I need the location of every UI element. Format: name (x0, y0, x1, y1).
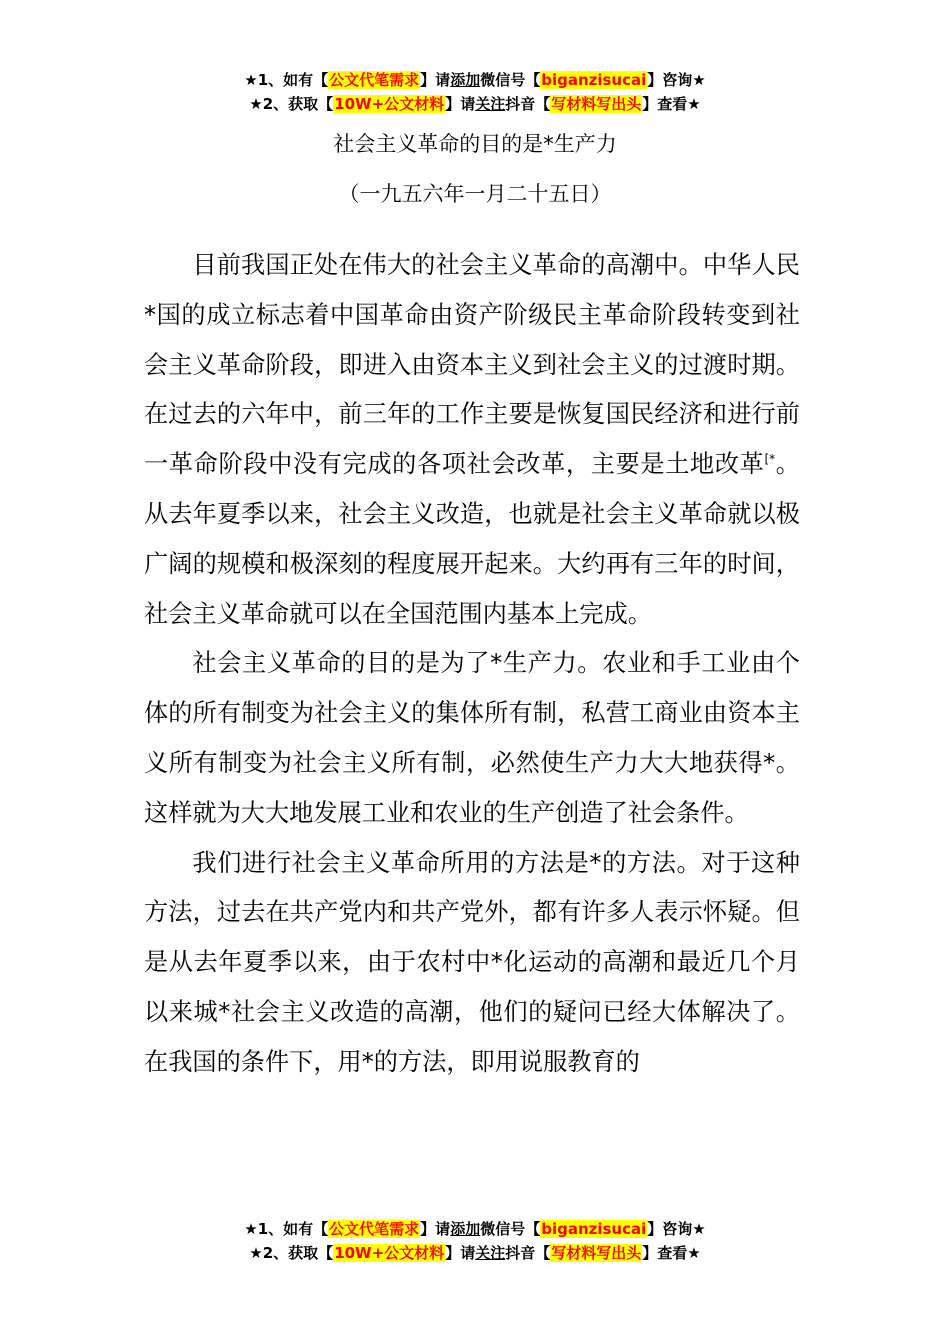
document-body (144, 241, 800, 1088)
banner-highlight: 10W+公文材料 (334, 1244, 445, 1262)
banner-highlight: biganzisucai (541, 1220, 647, 1238)
footnote-marker: [* (764, 452, 776, 467)
banner-line-1: ★1、如有【公文代笔需求】请添加微信号【biganzisucai】咨询★ (244, 71, 706, 89)
banner-highlight: 10W+公文材料 (334, 95, 445, 113)
paragraph-3: 我们进行社会主义革命所用的方法是*的方法。对于这种方法，过去在共产党内和共产党外，都有许多人表示怀疑。但是从去年夏季以来，由于农村中*化运动的高潮和最近几个月以来城*社会主义改造的高潮，他们的疑问已经大体解决了。在我国的条件下，用*的方法，即用说服教育的 (144, 848, 800, 1076)
document-date: （一九五六年一月二十五日） (338, 182, 612, 206)
paragraph-2: 社会主义革命的目的是为了*生产力。农业和手工业由个体的所有制变为社会主义的集体所有制，私营工商业由资本主义所有制变为社会主义所有制，必然使生产力大大地获得*。这样就为大大地发展工业和农业的生产创造了社会条件。 (144, 649, 800, 827)
banner-highlight: biganzisucai (541, 71, 647, 89)
banner-highlight: 写材料写出头 (551, 1244, 642, 1262)
footer-banner (0, 1217, 950, 1265)
document-title: 社会主义革命的目的是*生产力 (333, 132, 617, 156)
banner-highlight: 公文代笔需求 (329, 71, 420, 89)
banner-highlight: 公文代笔需求 (329, 1220, 420, 1238)
banner-line-2: ★2、获取【10W+公文材料】请关注抖音【写材料写出头】查看★ (249, 95, 701, 113)
banner-highlight: 写材料写出头 (551, 95, 642, 113)
paragraph-1: 目前我国正处在伟大的社会主义革命的高潮中。中华人民*国的成立标志着中国革命由资产阶级民主革命阶段转变到社会主义革命阶段，即进入由资本主义到社会主义的过渡时期。在过去的六年中，前三年的工作主要是恢复国民经济和进行前一革命阶段中没有完成的各项社会改革，主要是土地改革[*。从去年夏季以来，社会主义改造，也就是社会主义革命就以极广阔的规模和极深刻的程度展开起来。大约再有三年的时间，社会主义革命就可以在全国范围内基本上完成。 (144, 251, 800, 628)
header-banner (0, 68, 950, 116)
banner-line-2: ★2、获取【10W+公文材料】请关注抖音【写材料写出头】查看★ (249, 1244, 701, 1262)
banner-line-1: ★1、如有【公文代笔需求】请添加微信号【biganzisucai】咨询★ (244, 1220, 706, 1238)
